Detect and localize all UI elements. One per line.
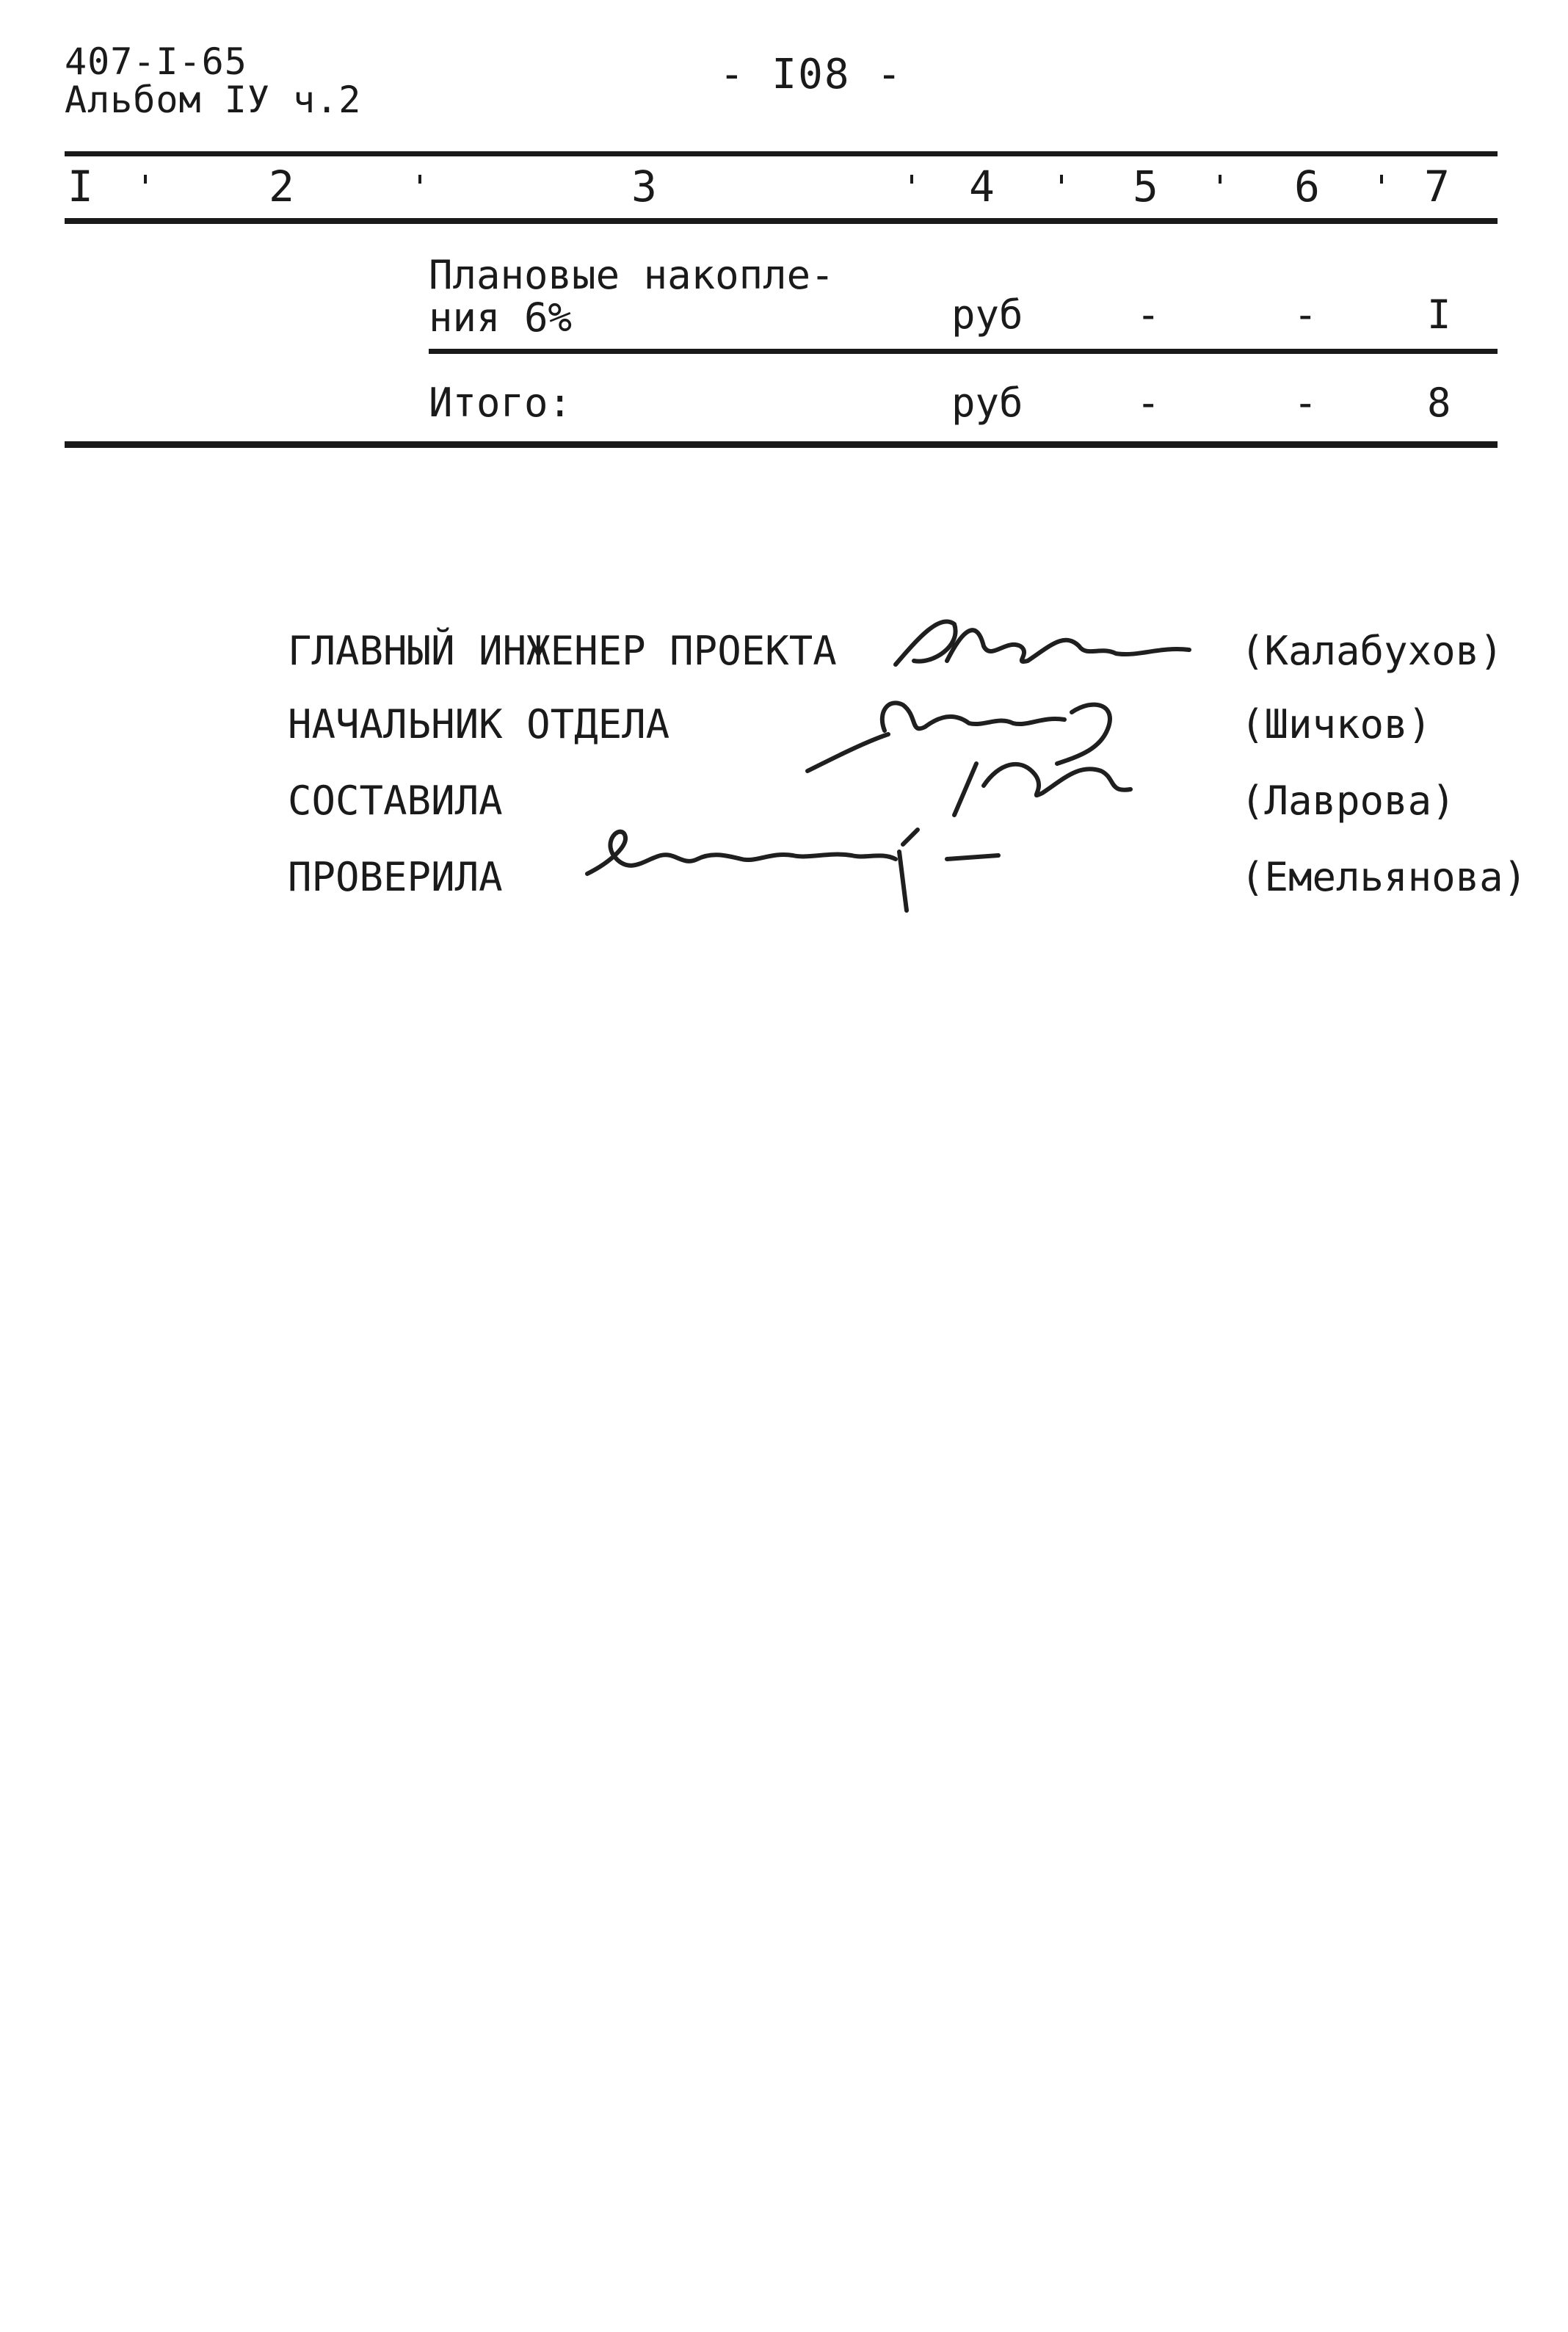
table-row-1-col6: -: [1293, 292, 1318, 338]
signature-name-checked-by: (Емельянова): [1241, 854, 1528, 900]
table-row-1-col7: I: [1427, 292, 1451, 338]
document-code: [65, 40, 362, 121]
page-number: - I08 -: [719, 51, 904, 98]
table-row-2-col7: 8: [1427, 380, 1451, 426]
column-header-7: 7: [1424, 162, 1450, 211]
column-separator-tick: [910, 175, 913, 184]
signature-role-department-head: НАЧАЛЬНИК ОТДЕЛА: [288, 701, 670, 747]
column-separator-tick: [144, 175, 147, 184]
column-header-6: 6: [1294, 162, 1320, 211]
table-bottom-rule: [65, 441, 1498, 448]
table-row-1-unit: руб: [951, 292, 1023, 338]
table-row-divider: [429, 349, 1498, 354]
signature-name-chief-engineer: (Калабухов): [1241, 628, 1503, 674]
table-row-2-col6: -: [1293, 380, 1318, 426]
document-code-line2: Альбом IУ ч.2: [65, 79, 362, 121]
table-top-rule: [65, 151, 1498, 156]
table-row-1-name: Плановые накопле- ния 6%: [429, 252, 835, 341]
signature-role-checked-by: ПРОВЕРИЛА: [288, 854, 503, 900]
column-header-2: 2: [269, 162, 294, 211]
column-header-4: 4: [969, 162, 995, 211]
table-row-1-col5: -: [1136, 292, 1161, 338]
column-separator-tick: [418, 175, 421, 184]
signature-role-compiled-by: СОСТАВИЛА: [288, 778, 503, 824]
signature-role-chief-engineer: ГЛАВНЫЙ ИНЖЕНЕР ПРОЕКТА: [288, 628, 837, 674]
signature-kalabukhov: [896, 621, 1189, 665]
table-row-2-unit: руб: [951, 380, 1023, 426]
column-separator-tick: [1219, 175, 1222, 184]
table-header-rule: [65, 218, 1498, 224]
signature-shichkov: [807, 703, 1110, 771]
column-header-1: I: [68, 162, 93, 211]
table-row-2-col5: -: [1136, 380, 1161, 426]
signature-emelyanova: [587, 830, 998, 910]
table-row-2-name: Итого:: [429, 380, 573, 426]
signature-name-compiled-by: (Лаврова): [1241, 778, 1456, 824]
document-code-line1: 407-I-65: [65, 40, 247, 83]
column-header-5: 5: [1133, 162, 1158, 211]
signature-name-department-head: (Шичков): [1241, 701, 1432, 747]
column-header-3: 3: [631, 162, 657, 211]
signature-lavrova: [954, 764, 1130, 815]
column-separator-tick: [1380, 175, 1383, 184]
column-separator-tick: [1060, 175, 1063, 184]
